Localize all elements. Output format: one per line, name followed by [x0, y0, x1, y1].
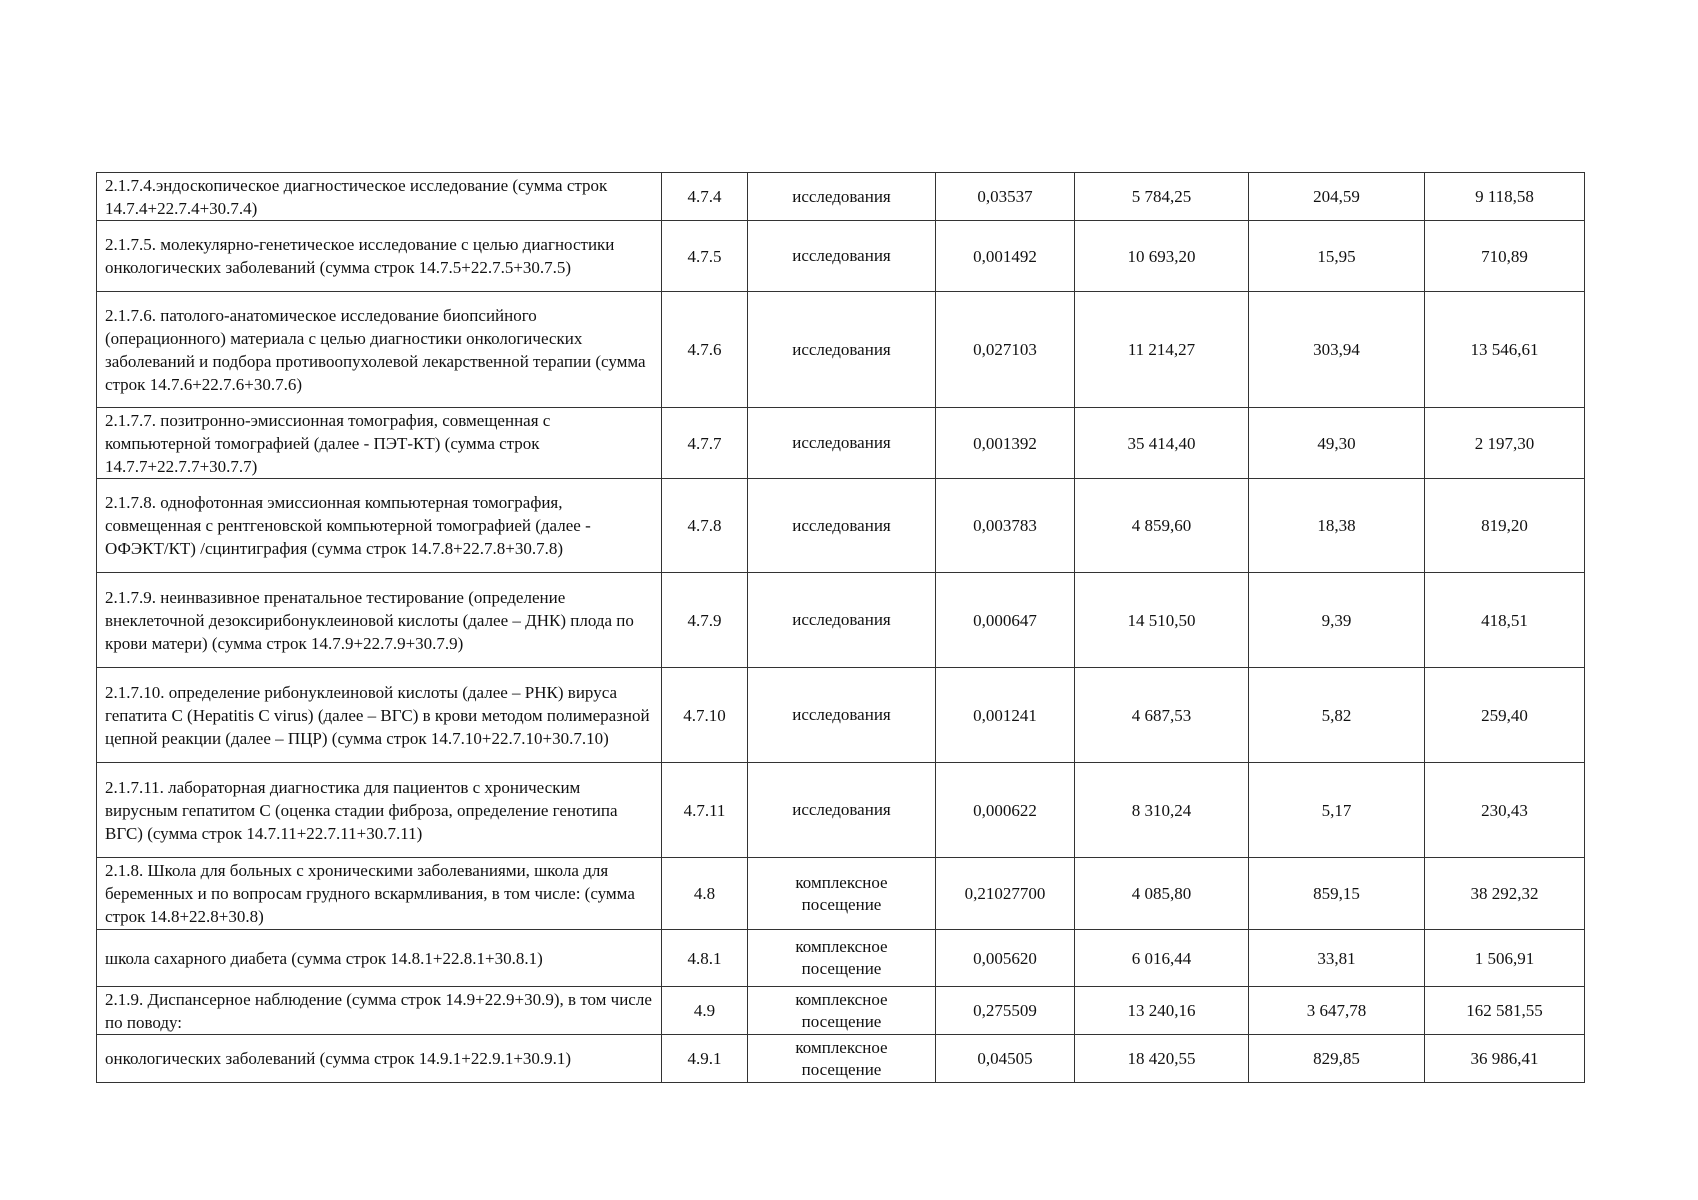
- table-row: [97, 221, 1585, 292]
- row-code: 4.7.6: [662, 292, 748, 408]
- row-norm: 0,001392: [936, 408, 1075, 479]
- row-total: 9 118,58: [1425, 173, 1585, 221]
- row-total: 2 197,30: [1425, 408, 1585, 479]
- tariff-table: [96, 172, 1585, 1083]
- row-total: 418,51: [1425, 573, 1585, 668]
- table-row: [97, 763, 1585, 858]
- row-cost: 10 693,20: [1075, 221, 1249, 292]
- row-unit: комплексное посещение: [748, 987, 936, 1035]
- row-code: 4.7.10: [662, 668, 748, 763]
- row-per-capita: 5,82: [1249, 668, 1425, 763]
- row-norm: 0,005620: [936, 930, 1075, 987]
- table-row: [97, 668, 1585, 763]
- row-total: 36 986,41: [1425, 1035, 1585, 1083]
- row-cost: 14 510,50: [1075, 573, 1249, 668]
- table-row: [97, 858, 1585, 930]
- row-unit: исследования: [748, 573, 936, 668]
- table-row: [97, 479, 1585, 573]
- row-description: 2.1.7.10. определение рибонуклеиновой кислоты (далее – РНК) вируса гепатита С (Hepatitis C virus) (далее – ВГС) в крови методом полимеразной цепной реакции (далее – ПЦР) (сумма строк 14.7.10+22.7.10+30.7.10): [97, 668, 662, 763]
- row-per-capita: 303,94: [1249, 292, 1425, 408]
- row-cost: 18 420,55: [1075, 1035, 1249, 1083]
- row-unit: исследования: [748, 668, 936, 763]
- row-cost: 6 016,44: [1075, 930, 1249, 987]
- table-row: [97, 408, 1585, 479]
- row-per-capita: 49,30: [1249, 408, 1425, 479]
- row-total: 710,89: [1425, 221, 1585, 292]
- row-total: 38 292,32: [1425, 858, 1585, 930]
- row-code: 4.8: [662, 858, 748, 930]
- row-per-capita: 33,81: [1249, 930, 1425, 987]
- row-cost: 35 414,40: [1075, 408, 1249, 479]
- table-row: [97, 930, 1585, 987]
- row-norm: 0,027103: [936, 292, 1075, 408]
- table-row: [97, 292, 1585, 408]
- row-cost: 4 859,60: [1075, 479, 1249, 573]
- row-description: школа сахарного диабета (сумма строк 14.8.1+22.8.1+30.8.1): [97, 930, 662, 987]
- row-per-capita: 3 647,78: [1249, 987, 1425, 1035]
- row-unit: исследования: [748, 292, 936, 408]
- row-code: 4.8.1: [662, 930, 748, 987]
- row-cost: 13 240,16: [1075, 987, 1249, 1035]
- row-code: 4.7.11: [662, 763, 748, 858]
- row-total: 819,20: [1425, 479, 1585, 573]
- row-description: 2.1.7.4.эндоскопическое диагностическое исследование (сумма строк 14.7.4+22.7.4+30.7.4): [97, 173, 662, 221]
- row-total: 1 506,91: [1425, 930, 1585, 987]
- row-cost: 5 784,25: [1075, 173, 1249, 221]
- row-description: онкологических заболеваний (сумма строк 14.9.1+22.9.1+30.9.1): [97, 1035, 662, 1083]
- row-per-capita: 859,15: [1249, 858, 1425, 930]
- row-code: 4.7.5: [662, 221, 748, 292]
- row-cost: 4 085,80: [1075, 858, 1249, 930]
- row-per-capita: 829,85: [1249, 1035, 1425, 1083]
- row-norm: 0,21027700: [936, 858, 1075, 930]
- row-norm: 0,001241: [936, 668, 1075, 763]
- row-norm: 0,000622: [936, 763, 1075, 858]
- row-description: 2.1.7.11. лабораторная диагностика для пациентов с хроническим вирусным гепатитом С (оценка стадии фиброза, определение генотипа ВГС) (сумма строк 14.7.11+22.7.11+30.7.11): [97, 763, 662, 858]
- row-unit: исследования: [748, 408, 936, 479]
- row-unit: комплексное посещение: [748, 1035, 936, 1083]
- row-description: 2.1.7.6. патолого-анатомическое исследование биопсийного (операционного) материала с целью диагностики онкологических заболеваний и подбора противоопухолевой лекарственной терапии (сумма строк 14.7.6+22.7.6+30.7.6): [97, 292, 662, 408]
- row-code: 4.7.4: [662, 173, 748, 221]
- row-unit: исследования: [748, 221, 936, 292]
- row-code: 4.7.8: [662, 479, 748, 573]
- row-norm: 0,275509: [936, 987, 1075, 1035]
- row-norm: 0,003783: [936, 479, 1075, 573]
- row-description: 2.1.7.5. молекулярно-генетическое исследование с целью диагностики онкологических заболеваний (сумма строк 14.7.5+22.7.5+30.7.5): [97, 221, 662, 292]
- table-row: [97, 173, 1585, 221]
- row-norm: 0,001492: [936, 221, 1075, 292]
- row-description: 2.1.7.9. неинвазивное пренатальное тестирование (определение внеклеточной дезоксирибонуклеиновой кислоты (далее – ДНК) плода по крови матери) (сумма строк 14.7.9+22.7.9+30.7.9): [97, 573, 662, 668]
- row-unit: комплексное посещение: [748, 858, 936, 930]
- row-total: 259,40: [1425, 668, 1585, 763]
- row-unit: исследования: [748, 763, 936, 858]
- row-cost: 4 687,53: [1075, 668, 1249, 763]
- row-total: 13 546,61: [1425, 292, 1585, 408]
- row-unit: исследования: [748, 173, 936, 221]
- row-total: 162 581,55: [1425, 987, 1585, 1035]
- table-body: [97, 173, 1585, 1083]
- row-per-capita: 9,39: [1249, 573, 1425, 668]
- row-cost: 8 310,24: [1075, 763, 1249, 858]
- row-total: 230,43: [1425, 763, 1585, 858]
- row-per-capita: 5,17: [1249, 763, 1425, 858]
- row-code: 4.7.7: [662, 408, 748, 479]
- row-per-capita: 204,59: [1249, 173, 1425, 221]
- row-norm: 0,04505: [936, 1035, 1075, 1083]
- row-unit: комплексное посещение: [748, 930, 936, 987]
- row-description: 2.1.9. Диспансерное наблюдение (сумма строк 14.9+22.9+30.9), в том числе по поводу:: [97, 987, 662, 1035]
- table-row: [97, 1035, 1585, 1083]
- row-code: 4.9.1: [662, 1035, 748, 1083]
- row-per-capita: 18,38: [1249, 479, 1425, 573]
- row-code: 4.7.9: [662, 573, 748, 668]
- row-code: 4.9: [662, 987, 748, 1035]
- row-description: 2.1.7.8. однофотонная эмиссионная компьютерная томография, совмещенная с рентгеновской компьютерной томографией (далее - ОФЭКТ/КТ) /сцинтиграфия (сумма строк 14.7.8+22.7.8+30.7.8): [97, 479, 662, 573]
- row-cost: 11 214,27: [1075, 292, 1249, 408]
- row-norm: 0,000647: [936, 573, 1075, 668]
- table-row: [97, 987, 1585, 1035]
- row-description: 2.1.8. Школа для больных с хроническими заболеваниями, школа для беременных и по вопросам грудного вскармливания, в том числе: (сумма строк 14.8+22.8+30.8): [97, 858, 662, 930]
- row-unit: исследования: [748, 479, 936, 573]
- row-norm: 0,03537: [936, 173, 1075, 221]
- row-description: 2.1.7.7. позитронно-эмиссионная томография, совмещенная с компьютерной томографией (далее - ПЭТ-КТ) (сумма строк 14.7.7+22.7.7+30.7.7): [97, 408, 662, 479]
- table-row: [97, 573, 1585, 668]
- row-per-capita: 15,95: [1249, 221, 1425, 292]
